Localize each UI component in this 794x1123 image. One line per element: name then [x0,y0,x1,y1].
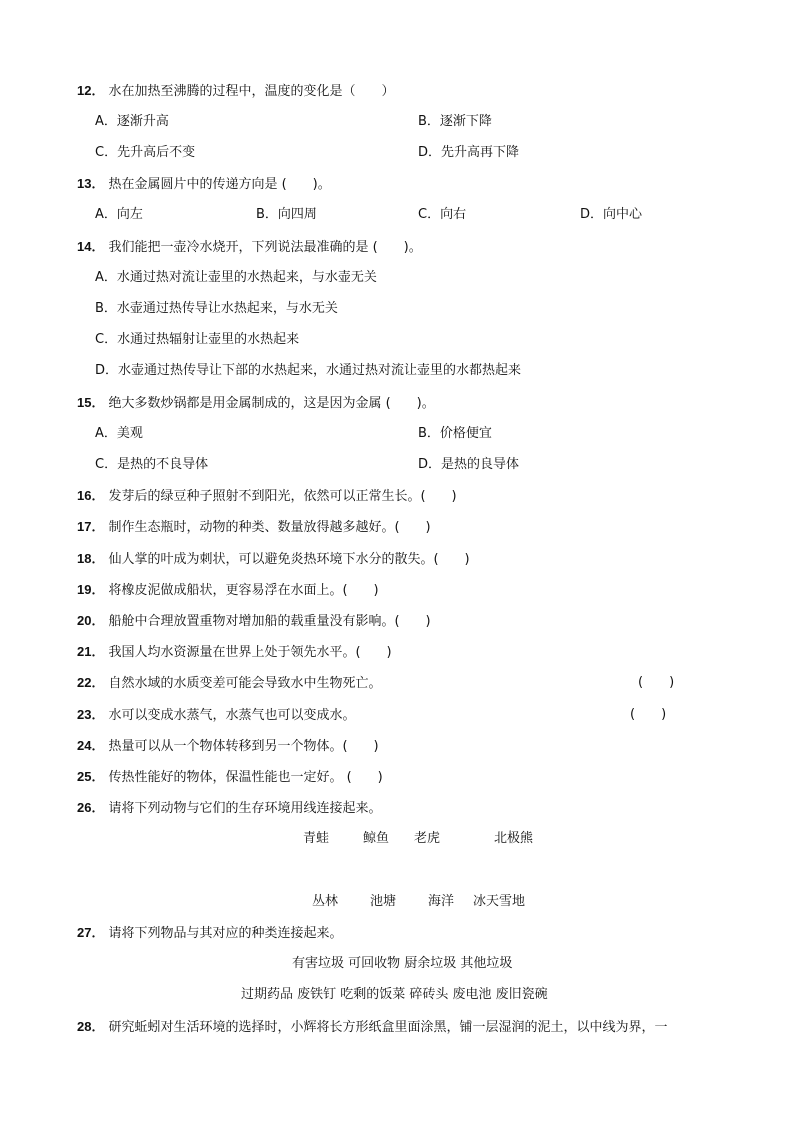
question-text: 水可以变成水蒸气，水蒸气也可以变成水。 [108,708,356,723]
question-number: 23． [77,707,105,722]
question-text: 我国人均水资源量在世界上处于领先水平。( ) [108,645,392,660]
q13-option-d: D．向中心 [580,207,643,222]
q13-option-b: B．向四周 [256,207,317,222]
habitat-item: 丛林 [312,894,339,909]
question-text: 请将下列物品与其对应的种类连接起来。 [108,926,343,941]
q12-option-d: D．先升高再下降 [418,145,520,160]
question-27 [77,923,342,944]
question-14 [77,237,422,258]
question-number: 16． [77,488,105,503]
q15-option-b: B．价格便宜 [418,426,492,441]
question-number: 12． [77,83,105,98]
q15-option-c: C．是热的不良导体 [95,457,209,472]
question-15 [77,393,435,414]
q14-option-a: A．水通过热对流让壶里的水热起来，与水壶无关 [95,270,377,285]
q13-option-c: C．向右 [418,207,467,222]
answer-paren: ( ) [638,675,675,690]
habitat-item: 海洋 [428,894,455,909]
question-text: 仙人掌的叶成为刺状，可以避免炎热环境下水分的散失。( ) [108,552,470,567]
question-text: 发芽后的绿豆种子照射不到阳光，依然可以正常生长。( ) [108,489,457,504]
question-24 [77,736,379,757]
question-number: 14． [77,239,105,254]
q13-option-a: A．向左 [95,207,143,222]
animal-item: 青蛙 [303,831,330,846]
question-text: 制作生态瓶时，动物的种类、数量放得越多越好。( ) [108,520,431,535]
question-text: 研究蚯蚓对生活环境的选择时，小辉将长方形纸盒里面涂黑，铺一层湿润的泥土，以中线为界，一 [108,1020,668,1035]
question-17 [77,517,431,538]
habitat-item: 池塘 [370,894,397,909]
habitat-item: 冰天雪地 [473,894,526,909]
question-number: 17． [77,519,105,534]
q15-option-a: A．美观 [95,426,143,441]
q12-option-c: C．先升高后不变 [95,145,196,160]
question-number: 27． [77,925,105,940]
question-text: 将橡皮泥做成船状，更容易浮在水面上。( ) [108,583,379,598]
q14-option-b: B．水壶通过热传导让水热起来，与水无关 [95,301,338,316]
question-text: 热量可以从一个物体转移到另一个物体。( ) [108,739,379,754]
question-13 [77,174,331,195]
question-18 [77,549,470,570]
question-number: 20． [77,613,105,628]
question-19 [77,580,379,601]
question-20 [77,611,431,632]
question-number: 24． [77,738,105,753]
question-26 [77,798,381,819]
question-text: 传热性能好的物体，保温性能也一定好。 ( ) [108,770,383,785]
question-number: 22． [77,675,105,690]
waste-items: 过期药品 废铁钉 吃剩的饭菜 碎砖头 废电池 废旧瓷碗 [241,987,548,1002]
q12-option-b: B．逐渐下降 [418,114,492,129]
question-number: 21． [77,644,105,659]
question-number: 26． [77,800,105,815]
question-text: 船舱中合理放置重物对增加船的载重量没有影响。( ) [108,614,431,629]
question-number: 15． [77,395,105,410]
question-28 [77,1017,667,1038]
q12-option-a: A．逐渐升高 [95,114,169,129]
question-text: 我们能把一壶冷水烧开，下列说法最准确的是 ( )。 [108,240,422,255]
question-text: 热在金属圆片中的传递方向是 ( )。 [108,177,331,192]
question-25 [77,767,383,788]
question-text: 自然水域的水质变差可能会导致水中生物死亡。 [108,676,382,691]
question-23 [77,705,355,726]
question-12 [77,81,394,102]
animal-item: 北极熊 [494,831,534,846]
question-16 [77,486,457,507]
question-22 [77,673,381,694]
question-number: 28． [77,1019,105,1034]
q14-option-d: D．水壶通过热传导让下部的水热起来，水通过热对流让壶里的水都热起来 [95,363,522,378]
question-text: 水在加热至沸腾的过程中，温度的变化是（ ） [108,84,395,99]
q15-option-d: D．是热的良导体 [418,457,520,472]
question-text: 请将下列动物与它们的生存环境用线连接起来。 [108,801,382,816]
animal-item: 老虎 [414,831,441,846]
answer-paren: ( ) [630,707,667,722]
question-number: 13． [77,176,105,191]
animal-item: 鲸鱼 [363,831,390,846]
question-number: 18． [77,551,105,566]
question-21 [77,642,392,663]
question-text: 绝大多数炒锅都是用金属制成的，这是因为金属 ( )。 [108,396,435,411]
q14-option-c: C．水通过热辐射让壶里的水热起来 [95,332,300,347]
waste-categories: 有害垃圾 可回收物 厨余垃圾 其他垃圾 [292,956,513,971]
question-number: 19． [77,582,105,597]
question-number: 25． [77,769,105,784]
